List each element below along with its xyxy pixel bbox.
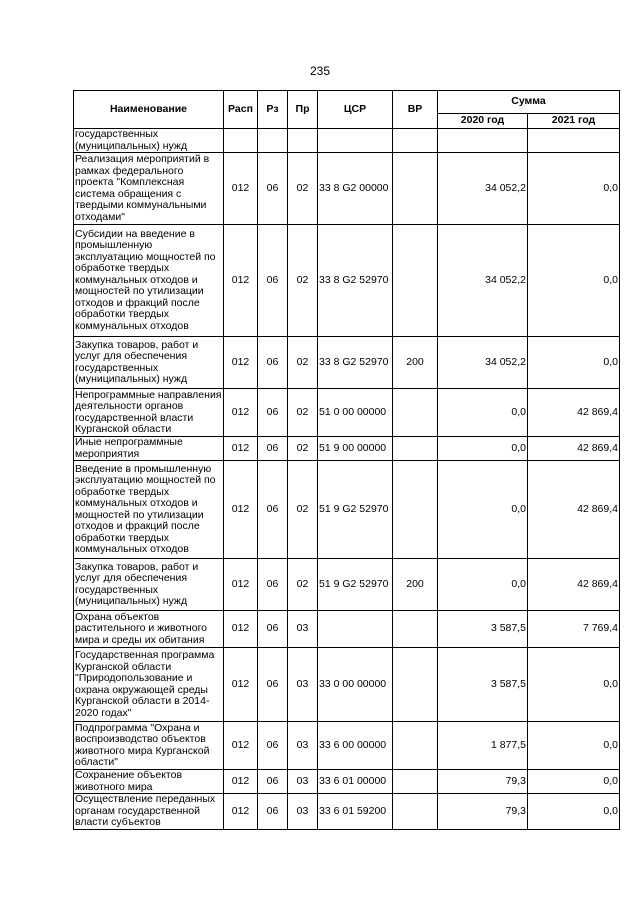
row-pr: 02	[288, 461, 318, 559]
row-sum-2021: 7 769,4	[528, 611, 620, 648]
header-vr: ВР	[393, 91, 438, 129]
row-pr: 02	[288, 337, 318, 389]
row-csr: 33 6 01 59200	[318, 794, 393, 830]
row-pr: 03	[288, 770, 318, 794]
table-row	[74, 794, 620, 830]
row-sum-2020: 0,0	[438, 559, 528, 611]
row-rz: 06	[258, 225, 288, 337]
row-name: Введение в промышленную эксплуатацию мощностей по обработке твердых коммунальных отходов и мощностей по утилизации отходов и фракций после обработки твердых коммунальных отходов	[74, 461, 224, 559]
table-row	[74, 389, 620, 437]
row-rasp: 012	[224, 611, 258, 648]
row-sum-2020: 0,0	[438, 389, 528, 437]
row-rz: 06	[258, 337, 288, 389]
row-pr: 03	[288, 648, 318, 722]
row-rasp	[224, 129, 258, 153]
row-csr: 51 9 G2 52970	[318, 559, 393, 611]
row-vr: 200	[393, 337, 438, 389]
table-row	[74, 225, 620, 337]
header-2020: 2020 год	[438, 114, 528, 129]
row-sum-2021: 0,0	[528, 794, 620, 830]
row-pr: 02	[288, 437, 318, 461]
row-sum-2020: 79,3	[438, 770, 528, 794]
row-csr: 33 8 G2 00000	[318, 153, 393, 225]
row-name: государственных (муниципальных) нужд	[74, 129, 224, 153]
row-sum-2021: 42 869,4	[528, 559, 620, 611]
row-pr: 02	[288, 559, 318, 611]
table-row	[74, 337, 620, 389]
row-sum-2021: 42 869,4	[528, 461, 620, 559]
header-rz: Рз	[258, 91, 288, 129]
table-row	[74, 722, 620, 770]
row-vr: 200	[393, 559, 438, 611]
row-csr: 51 9 G2 52970	[318, 461, 393, 559]
row-sum-2020: 34 052,2	[438, 225, 528, 337]
row-csr: 33 8 G2 52970	[318, 337, 393, 389]
row-rasp: 012	[224, 461, 258, 559]
row-vr	[393, 794, 438, 830]
row-vr	[393, 461, 438, 559]
row-sum-2021	[528, 129, 620, 153]
row-rz: 06	[258, 770, 288, 794]
page-number: 235	[309, 64, 331, 78]
row-sum-2020: 79,3	[438, 794, 528, 830]
row-sum-2020: 0,0	[438, 437, 528, 461]
row-vr	[393, 770, 438, 794]
row-csr: 33 0 00 00000	[318, 648, 393, 722]
row-csr	[318, 129, 393, 153]
header-2021: 2021 год	[528, 114, 620, 129]
row-sum-2020	[438, 129, 528, 153]
row-sum-2021: 42 869,4	[528, 437, 620, 461]
row-sum-2021: 0,0	[528, 225, 620, 337]
header-pr: Пр	[288, 91, 318, 129]
row-rasp: 012	[224, 794, 258, 830]
row-sum-2020: 0,0	[438, 461, 528, 559]
row-name: Закупка товаров, работ и услуг для обеспечения государственных (муниципальных) нужд	[74, 337, 224, 389]
row-rz: 06	[258, 461, 288, 559]
row-name: Подпрограмма "Охрана и воспроизводство объектов животного мира Курганской области"	[74, 722, 224, 770]
row-pr: 03	[288, 794, 318, 830]
row-rz: 06	[258, 648, 288, 722]
row-pr	[288, 129, 318, 153]
row-rz: 06	[258, 559, 288, 611]
table-row	[74, 153, 620, 225]
row-name: Реализация мероприятий в рамках федерального проекта "Комплексная система обращения с твердыми коммунальными отходами"	[74, 153, 224, 225]
row-vr	[393, 225, 438, 337]
table-row	[74, 461, 620, 559]
header-name: Наименование	[74, 91, 224, 129]
table-row	[74, 611, 620, 648]
row-rz: 06	[258, 611, 288, 648]
row-rasp: 012	[224, 770, 258, 794]
row-pr: 02	[288, 225, 318, 337]
row-sum-2021: 0,0	[528, 722, 620, 770]
row-rasp: 012	[224, 559, 258, 611]
row-rasp: 012	[224, 153, 258, 225]
row-csr: 51 9 00 00000	[318, 437, 393, 461]
row-sum-2021: 0,0	[528, 337, 620, 389]
row-name: Субсидии на введение в промышленную эксплуатацию мощностей по обработке твердых коммунальных отходов и мощностей по утилизации отходов и фракций после обработки твердых коммунальных отходов	[74, 225, 224, 337]
row-sum-2021: 0,0	[528, 770, 620, 794]
row-rasp: 012	[224, 389, 258, 437]
row-name: Сохранение объектов животного мира	[74, 770, 224, 794]
row-csr	[318, 611, 393, 648]
row-rz	[258, 129, 288, 153]
row-rasp: 012	[224, 722, 258, 770]
row-csr: 33 6 00 00000	[318, 722, 393, 770]
row-vr	[393, 129, 438, 153]
row-rz: 06	[258, 389, 288, 437]
table-row	[74, 648, 620, 722]
row-vr	[393, 389, 438, 437]
row-rasp: 012	[224, 437, 258, 461]
row-vr	[393, 153, 438, 225]
row-sum-2021: 0,0	[528, 648, 620, 722]
row-rz: 06	[258, 153, 288, 225]
row-sum-2021: 0,0	[528, 153, 620, 225]
row-name: Закупка товаров, работ и услуг для обеспечения государственных (муниципальных) нужд	[74, 559, 224, 611]
table-row	[74, 129, 620, 153]
row-sum-2020: 3 587,5	[438, 648, 528, 722]
row-sum-2020: 3 587,5	[438, 611, 528, 648]
row-rz: 06	[258, 722, 288, 770]
budget-table	[73, 90, 620, 830]
row-pr: 02	[288, 389, 318, 437]
row-vr	[393, 722, 438, 770]
header-rasp: Расп	[224, 91, 258, 129]
header-sum: Сумма	[438, 91, 620, 114]
row-csr: 33 6 01 00000	[318, 770, 393, 794]
table-row	[74, 559, 620, 611]
row-vr	[393, 437, 438, 461]
row-rz: 06	[258, 794, 288, 830]
row-rasp: 012	[224, 225, 258, 337]
row-csr: 51 0 00 00000	[318, 389, 393, 437]
table-row	[74, 770, 620, 794]
row-name: Иные непрограммные мероприятия	[74, 437, 224, 461]
row-pr: 03	[288, 611, 318, 648]
row-pr: 02	[288, 153, 318, 225]
table-row	[74, 437, 620, 461]
header-csr: ЦСР	[318, 91, 393, 129]
row-sum-2020: 34 052,2	[438, 153, 528, 225]
row-name: Государственная программа Курганской области "Природопользование и охрана окружающей среды Курганской области в 2014-2020 годах"	[74, 648, 224, 722]
row-vr	[393, 611, 438, 648]
row-pr: 03	[288, 722, 318, 770]
row-sum-2020: 34 052,2	[438, 337, 528, 389]
row-name: Непрограммные направления деятельности органов государственной власти Курганской области	[75, 388, 222, 435]
row-name: Охрана объектов растительного и животного мира и среды их обитания	[74, 611, 224, 648]
row-rasp: 012	[224, 648, 258, 722]
table-body	[74, 129, 620, 830]
row-sum-2021: 42 869,4	[528, 389, 620, 437]
row-rasp: 012	[224, 337, 258, 389]
row-csr: 33 8 G2 52970	[318, 225, 393, 337]
row-name: Осуществление переданных органам государственной власти субъектов	[74, 794, 224, 830]
row-rz: 06	[258, 437, 288, 461]
row-vr	[393, 648, 438, 722]
row-sum-2020: 1 877,5	[438, 722, 528, 770]
